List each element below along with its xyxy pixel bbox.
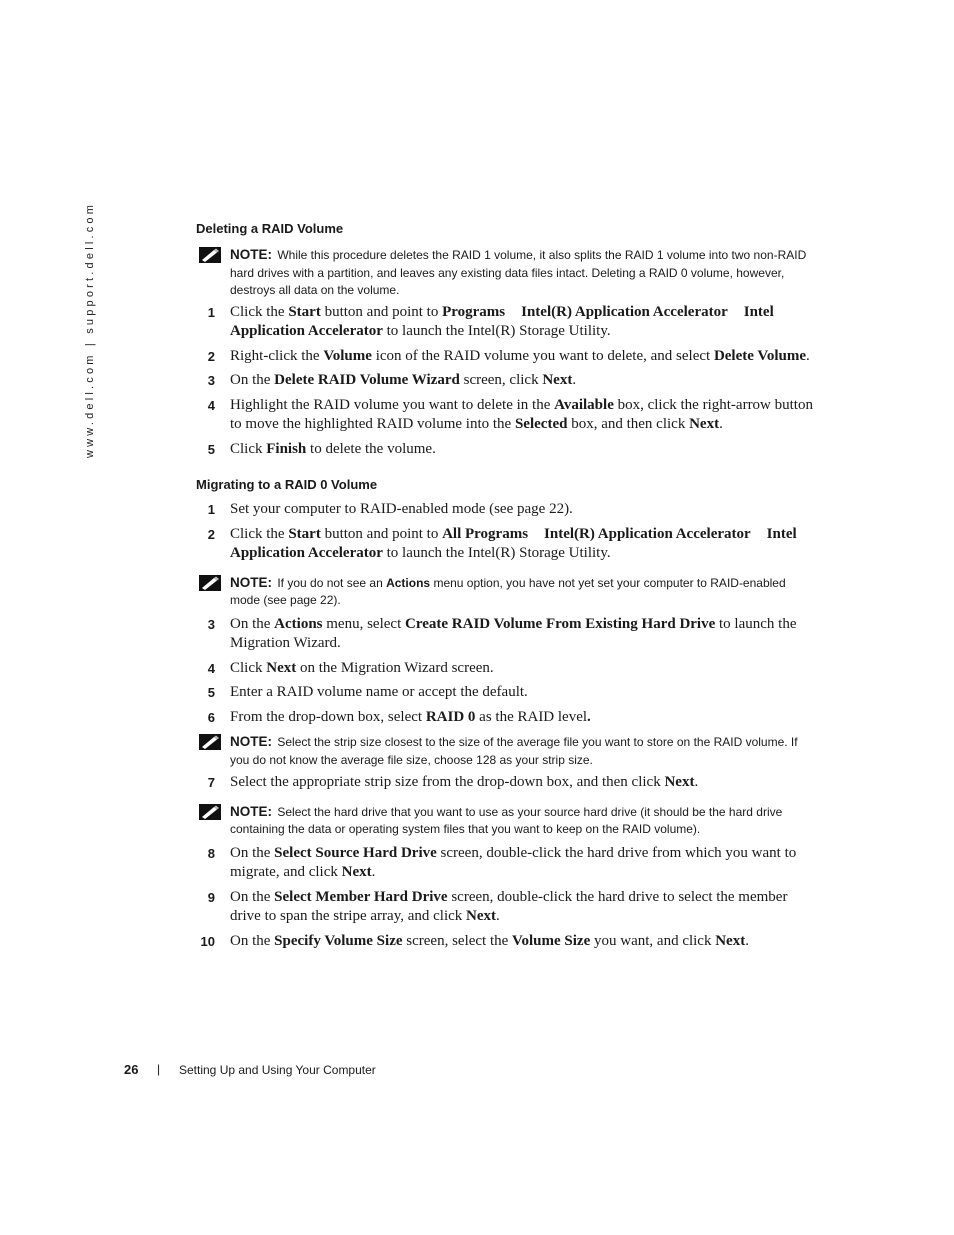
list-item: 1 Set your computer to RAID-enabled mode (see page 22). xyxy=(196,500,816,520)
page-number: 26 xyxy=(124,1062,139,1077)
note-label: NOTE: xyxy=(230,734,272,749)
list-item: 4 Highlight the RAID volume you want to delete in the Available box, click the right-arrow button to move the highlighted RAID volume into the Selected box, and then click Next. xyxy=(196,396,816,435)
step-number: 10 xyxy=(200,933,215,949)
step-number: 2 xyxy=(207,526,215,542)
note-text: Select the strip size closest to the size of the average file you want to store on the RAID volume. If you do not know the average file size, choose 128 as your strip size. xyxy=(230,735,798,767)
list-item: 10 On the Specify Volume Size screen, select the Volume Size you want, and click Next. xyxy=(196,932,816,952)
note-pencil-icon xyxy=(199,734,221,750)
list-item: 7 Select the appropriate strip size from the drop-down box, and then click Next. xyxy=(196,773,816,793)
note-pencil-icon xyxy=(199,247,221,263)
step-number: 9 xyxy=(207,889,215,905)
note-text: While this procedure deletes the RAID 1 volume, it also splits the RAID 1 volume into two non-RAID hard drives with a partition, and leaves any existing data files intact. Deleting a RAID 0 volume, however, destroys all data on the volume. xyxy=(230,248,807,297)
footer-title: Setting Up and Using Your Computer xyxy=(179,1063,376,1077)
list-item: 2 Click the Start button and point to All Programs Intel(R) Application Accelerator Intel Application Accelerator to launch the Intel(R) Storage Utility. xyxy=(196,525,816,564)
note-strip-size xyxy=(196,733,816,769)
section-heading-deleting: Deleting a RAID Volume xyxy=(196,221,344,236)
step-number: 3 xyxy=(207,373,215,388)
page-footer xyxy=(124,1062,376,1077)
note-label: NOTE: xyxy=(230,247,272,262)
step-number: 6 xyxy=(207,709,215,725)
note-raid-mode: NOTE: If you do not see an Actions menu option, you have not yet set your computer to RAID-enabled mode (see page 22). xyxy=(196,574,816,610)
step-number: 3 xyxy=(207,616,215,632)
list-item: 5 Enter a RAID volume name or accept the default. xyxy=(196,683,816,703)
step-number: 1 xyxy=(207,304,215,320)
note-text: Select the hard drive that you want to use as your source hard drive (it should be the hard drive containing the data or operating system files that you want to keep on the RAID volume). xyxy=(230,804,783,836)
note-label: NOTE: xyxy=(230,574,272,590)
page-content xyxy=(196,220,816,951)
step-number: 5 xyxy=(207,441,215,457)
section-heading-migrating: Migrating to a RAID 0 Volume xyxy=(196,477,378,492)
sidebar-url: www.dell.com | support.dell.com xyxy=(84,201,96,458)
note-delete-warning xyxy=(196,246,816,300)
step-number: 8 xyxy=(207,845,215,861)
note-pencil-icon xyxy=(199,575,221,591)
list-item: 3 On the Actions menu, select Create RAID Volume From Existing Hard Drive to launch the Migration Wizard. xyxy=(196,615,816,654)
step-number: 5 xyxy=(207,685,215,700)
note-pencil-icon xyxy=(199,804,221,820)
list-item: 2 Right-click the Volume icon of the RAID volume you want to delete, and select Delete Volume. xyxy=(196,347,816,367)
list-item: 9 On the Select Member Hard Drive screen, double-click the hard drive to select the member drive to span the stripe array, and click Next. xyxy=(196,888,816,927)
step-number: 2 xyxy=(207,348,215,364)
footer-separator: | xyxy=(157,1062,161,1076)
list-item: 8 On the Select Source Hard Drive screen, double-click the hard drive from which you want to migrate, and click Next. xyxy=(196,844,816,883)
step-number: 1 xyxy=(207,502,215,517)
list-item: 3 On the Delete RAID Volume Wizard screen, click Next. xyxy=(196,371,816,391)
step-number: 7 xyxy=(207,775,215,790)
list-item: 4 Click Next on the Migration Wizard screen. xyxy=(196,659,816,679)
note-label: NOTE: xyxy=(230,803,272,819)
step-number: 4 xyxy=(207,397,215,413)
list-item: 1 Click the Start button and point to Programs Intel(R) Application Accelerator Intel Application Accelerator to launch the Intel(R) Storage Utility. xyxy=(196,303,816,342)
list-item: 6 From the drop-down box, select RAID 0 as the RAID level. xyxy=(196,708,816,728)
list-item: 5 Click Finish to delete the volume. xyxy=(196,440,816,460)
step-number: 4 xyxy=(207,660,215,676)
note-source-drive xyxy=(196,803,816,839)
